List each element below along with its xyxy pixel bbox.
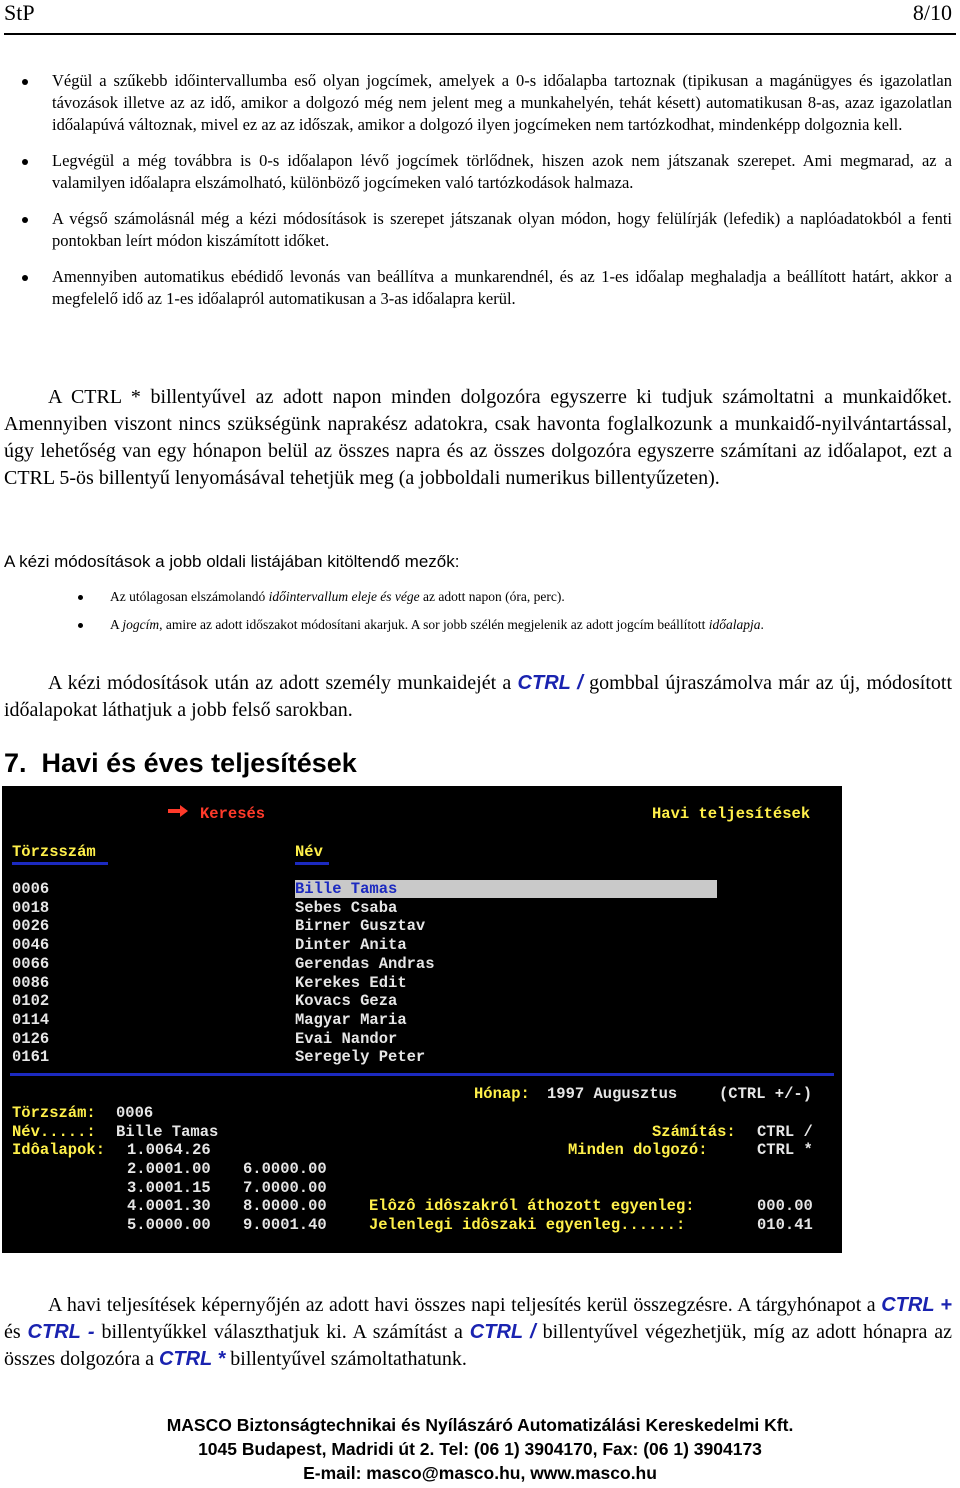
- all-employees-value: CTRL *: [757, 1141, 813, 1159]
- subheading-manual-edits: A kézi módosítások a jobb oldali listájában kitöltendő mezők:: [4, 552, 460, 571]
- current-balance-label: Jelenlegi idôszaki egyenleg......:: [369, 1216, 686, 1234]
- employee-id[interactable]: 0161: [12, 1048, 50, 1067]
- calc-label: Számítás:: [652, 1123, 736, 1141]
- list-item: A végső számolásnál még a kézi módosítások is szerepet játszanak olyan módon, hogy felülírják (lefedik) a naplóadatokból a fenti pontokban leírt módon kiszámított időket.: [0, 208, 960, 252]
- list-item: A jogcím, amire az adott időszakot módosítani akarjuk. A sor jobb szélén megjelenik az adott jogcím beállított időalapja.: [0, 616, 960, 634]
- time-base-label: Idôalapok:: [12, 1141, 106, 1159]
- bullet-icon: [22, 79, 28, 85]
- key-ctrl-minus: CTRL -: [27, 1321, 95, 1343]
- employee-id[interactable]: 0046: [12, 936, 50, 955]
- time-base-value: 3.0001.15: [127, 1179, 211, 1197]
- month-label: Hónap:: [474, 1085, 530, 1103]
- employee-name[interactable]: Kerekes Edit: [295, 973, 407, 992]
- paragraph-ctrl-star: A CTRL * billentyűvel az adott napon minden dolgozóra egyszerre ki tudjuk számoltatni a munkaidőket. Amennyiben viszont nincs szükségünk naprakész adatokra, csak havonta foglalkozunk a munkaidő-nyilvántartással, úgy lehetőség van egy hónapon belül az összes napra és az összes dolgozóra egyszerre számítani az időalapot, ezt a CTRL 5-ös billentyű lenyomásával tehetjük meg (a jobboldali numerikus billentyűzeten).: [4, 386, 952, 489]
- underline: [295, 862, 329, 865]
- time-base-value: 8.0000.00: [243, 1197, 327, 1215]
- window-title: Havi teljesítések: [652, 805, 811, 823]
- name-label: Név.....:: [12, 1123, 96, 1141]
- dos-screenshot: [2, 786, 842, 1253]
- previous-balance-label: Elôzô idôszakról áthozott egyenleg:: [369, 1197, 695, 1215]
- arrow-right-icon: [168, 805, 188, 817]
- header-divider: [4, 33, 956, 35]
- employee-name[interactable]: Gerendas Andras: [295, 954, 435, 973]
- bullet-icon: [22, 159, 28, 165]
- calc-value: CTRL /: [757, 1123, 813, 1141]
- employee-name[interactable]: Magyar Maria: [295, 1010, 407, 1029]
- employee-name[interactable]: Dinter Anita: [295, 936, 407, 955]
- footer-address: 1045 Budapest, Madridi út 2. Tel: (06 1) 3904170, Fax: (06 1) 3904173: [198, 1439, 762, 1459]
- column-header-id: Törzsszám: [12, 843, 96, 861]
- divider: [10, 1073, 834, 1076]
- header-left: StP: [4, 0, 35, 25]
- time-base-value: 2.0001.00: [127, 1160, 211, 1178]
- current-balance-value: 010.41: [757, 1216, 813, 1234]
- bullet-icon: [78, 623, 83, 628]
- employee-name[interactable]: Bille Tamas: [295, 880, 398, 898]
- footer-contact: E-mail: masco@masco.hu, www.masco.hu: [303, 1463, 657, 1483]
- search-label[interactable]: Keresés: [200, 805, 266, 823]
- footer-company: MASCO Biztonságtechnikai és Nyílászáró Automatizálási Kereskedelmi Kft.: [166, 1415, 794, 1435]
- bullet-icon: [22, 217, 28, 223]
- bullet-icon: [22, 275, 28, 281]
- key-ctrl-slash: CTRL /: [517, 672, 583, 694]
- paragraph-recalc: A kézi módosítások után az adott személy munkaidejét a CTRL / gombbal újraszámolva már az új, módosított időalapokat láthatjuk a jobb felső sarokban.: [4, 672, 953, 721]
- paragraph-monthly: A havi teljesítések képernyőjén az adott havi összes napi teljesítés kerül összegzésre. A tárgyhónapot a CTRL + és CTRL - billentyűkkel választhatjuk ki. A számítást a CTRL / billentyűvel végezhetjük, míg az adott hónapra az összes dolgozóra a CTRL * billentyűvel számoltathatunk.: [4, 1294, 952, 1370]
- column-header-name: Név: [295, 843, 323, 861]
- time-base-value: 4.0001.30: [127, 1197, 211, 1215]
- employee-id[interactable]: 0026: [12, 917, 50, 936]
- bullet-icon: [78, 595, 83, 600]
- key-ctrl-slash: CTRL /: [469, 1321, 536, 1343]
- employee-name[interactable]: Seregely Peter: [295, 1048, 426, 1067]
- id-label: Törzszám:: [12, 1104, 96, 1122]
- employee-id[interactable]: 0086: [12, 973, 50, 992]
- employee-id[interactable]: 0018: [12, 898, 50, 917]
- employee-name[interactable]: Kovacs Geza: [295, 992, 398, 1011]
- bullet-list-top: [0, 70, 960, 324]
- employee-name[interactable]: Birner Gusztav: [295, 917, 426, 936]
- employee-id[interactable]: 0102: [12, 992, 50, 1011]
- key-ctrl-star: CTRL *: [158, 1348, 226, 1370]
- employee-name[interactable]: Sebes Csaba: [295, 898, 398, 917]
- employee-id[interactable]: 0006: [12, 880, 50, 898]
- bullet-list-fields: [0, 588, 960, 644]
- name-value: Bille Tamas: [116, 1123, 219, 1141]
- time-base-value: 7.0000.00: [243, 1179, 327, 1197]
- employee-id[interactable]: 0114: [12, 1010, 50, 1029]
- employee-id[interactable]: 0126: [12, 1029, 50, 1048]
- key-ctrl-plus: CTRL +: [881, 1294, 952, 1316]
- employee-id[interactable]: 0066: [12, 954, 50, 973]
- month-hint: (CTRL +/-): [719, 1085, 813, 1103]
- list-item: Amennyiben automatikus ebédidő levonás van beállítva a munkarendnél, és az 1-es időalap meghaladja a beállított határt, akkor a megfelelő idő az 1-es időalapról automatikusan a 3-as időalapra kerül.: [0, 266, 960, 310]
- time-base-value: 5.0000.00: [127, 1216, 211, 1234]
- id-value: 0006: [116, 1104, 154, 1122]
- time-base-value: 1.0064.26: [127, 1141, 211, 1159]
- page-number: 8/10: [912, 0, 952, 25]
- section-title: 7. Havi és éves teljesítések: [4, 748, 357, 778]
- list-item: Legvégül a még továbbra is 0-s időalapon lévő jogcímek törlődnek, hiszen azok nem játszanak szerepet. Ami megmarad, az a valamilyen időalapra elszámolható, különböző jogcímeken való tartózkodások halmaza.: [0, 150, 960, 194]
- list-item: Végül a szűkebb időintervallumba eső olyan jogcímek, amelyek a 0-s időalapba tartoznak (tipikusan a magánügyes és igazolatlan távozások illetve az az idő, amikor a dolgozó még nem jelent meg a munkahelyén, tehát késett) automatikusan 8-as, azaz igazolatlan időalapúvá változnak, mivel ez az az időszak, amikor a dolgozó ilyen jogcímeken nem tartózkodhat, mindenképp dolgoznia kell.: [0, 70, 960, 136]
- underline: [12, 862, 108, 865]
- previous-balance-value: 000.00: [757, 1197, 813, 1215]
- month-value: 1997 Augusztus: [547, 1085, 678, 1103]
- employee-name[interactable]: Evai Nandor: [295, 1029, 398, 1048]
- time-base-value: 9.0001.40: [243, 1216, 327, 1234]
- all-employees-label: Minden dolgozó:: [568, 1141, 708, 1159]
- page-header: [4, 0, 952, 30]
- time-base-value: 6.0000.00: [243, 1160, 327, 1178]
- list-item: Az utólagosan elszámolandó időintervallum eleje és vége az adott napon (óra, perc).: [0, 588, 960, 606]
